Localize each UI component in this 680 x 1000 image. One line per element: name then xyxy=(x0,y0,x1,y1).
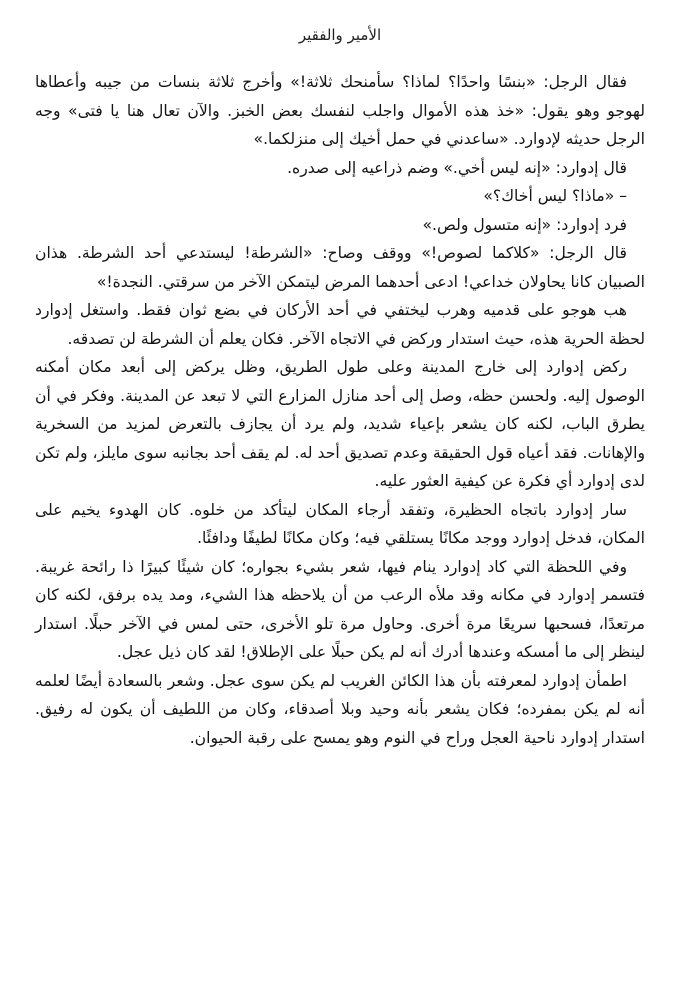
paragraph-7: ركض إدوارد إلى خارج المدينة وعلى طول الطريق، وظل يركض إلى أبعد مكان أمكنه الوصول إليه. ولحسن حظه، وصل إلى أحد منازل المزارع التي لا تبعد عن المدينة. وفكر في أن يطرق الباب، لكنه كان يشعر بإعياء شديد، ولم يرد أن يجازف بالتعرض لمزيد من السخرية والإهانات. فقد أعياه قول الحقيقة وعدم تصديق أحد له. لم يقف أحد بجانبه سوى مايلز، ولم تكن لدى إدوارد أي فكرة عن كيفية العثور عليه. xyxy=(35,358,645,490)
paragraph-2: قال إدوارد: «إنه ليس أخي.» وضم ذراعيه إلى صدره. xyxy=(287,158,627,177)
paragraph-6: هب هوجو على قدميه وهرب ليختفي في أحد الأركان في بضع ثوان فقط. واستغل إدوارد لحظة الحرية هذه، حيث استدار وركض في الاتجاه الآخر. فكان يعلم أن الشرطة لن تصدقه. xyxy=(35,301,645,348)
paragraph-1: فقال الرجل: «بنسًا واحدًا؟ لماذا؟ سأمنحك ثلاثة!» وأخرج ثلاثة بنسات من جيبه وأعطاها لهوجو وهو يقول: «خذ هذه الأموال واجلب لنفسك بعض الخبز. والآن تعال هنا يا فتى» وجه الرجل حديثه لإدوارد. «ساعدني في حمل أخيك إلى منزلكما.» xyxy=(35,73,645,148)
paragraph-9: وفي اللحظة التي كاد إدوارد ينام فيها، شعر بشيء بجواره؛ كان شيئًا كبيرًا ذا رائحة غريبة. فتسمر إدوارد في مكانه وقد ملأه الرعب من أن يلاحظه هذا الشيء، ومد يده برفق، لكنه كان مرتعدًا، فسحبها سريعًا مرة أخرى. وحاول مرة تلو الأخرى، حتى لمس في الآخر حبلًا. استدار لينظر إلى ما أمسكه وعندها أدرك أنه لم يكن حبلًا على الإطلاق! لقد كان ذيل عجل. xyxy=(35,557,645,661)
paragraph-4: فرد إدوارد: «إنه متسول ولص.» xyxy=(422,215,627,234)
page-body xyxy=(35,68,645,752)
running-title: الأمير والفقير xyxy=(298,26,382,44)
paragraph-10: اطمأن إدوارد لمعرفته بأن هذا الكائن الغريب لم يكن سوى عجل. وشعر بالسعادة أيضًا لعلمه أنه لم يكن بمفرده؛ فكان يشعر بأنه وحيد وبلا أصدقاء، وكان من اللطيف أن يكون له رفيق. استدار إدوارد ناحية العجل وراح في النوم وهو يمسح على رقبة الحيوان. xyxy=(35,671,645,747)
paragraph-3: – «ماذا؟ ليس أخاك؟» xyxy=(483,187,627,205)
paragraph-5: قال الرجل: «كلاكما لصوص!» ووقف وصاح: «الشرطة! ليستدعي أحد الشرطة. هذان الصبيان كانا يحاولان خداعي! ادعى أحدهما المرض ليتمكن الآخر من سرقتي. النجدة!» xyxy=(35,244,645,291)
paragraph-8: سار إدوارد باتجاه الحظيرة، وتفقد أرجاء المكان ليتأكد من خلوه. كان الهدوء يخيم على المكان، فدخل إدوارد ووجد مكانًا يستلقي فيه؛ وكان مكانًا لطيفًا ودافئًا. xyxy=(35,500,645,547)
